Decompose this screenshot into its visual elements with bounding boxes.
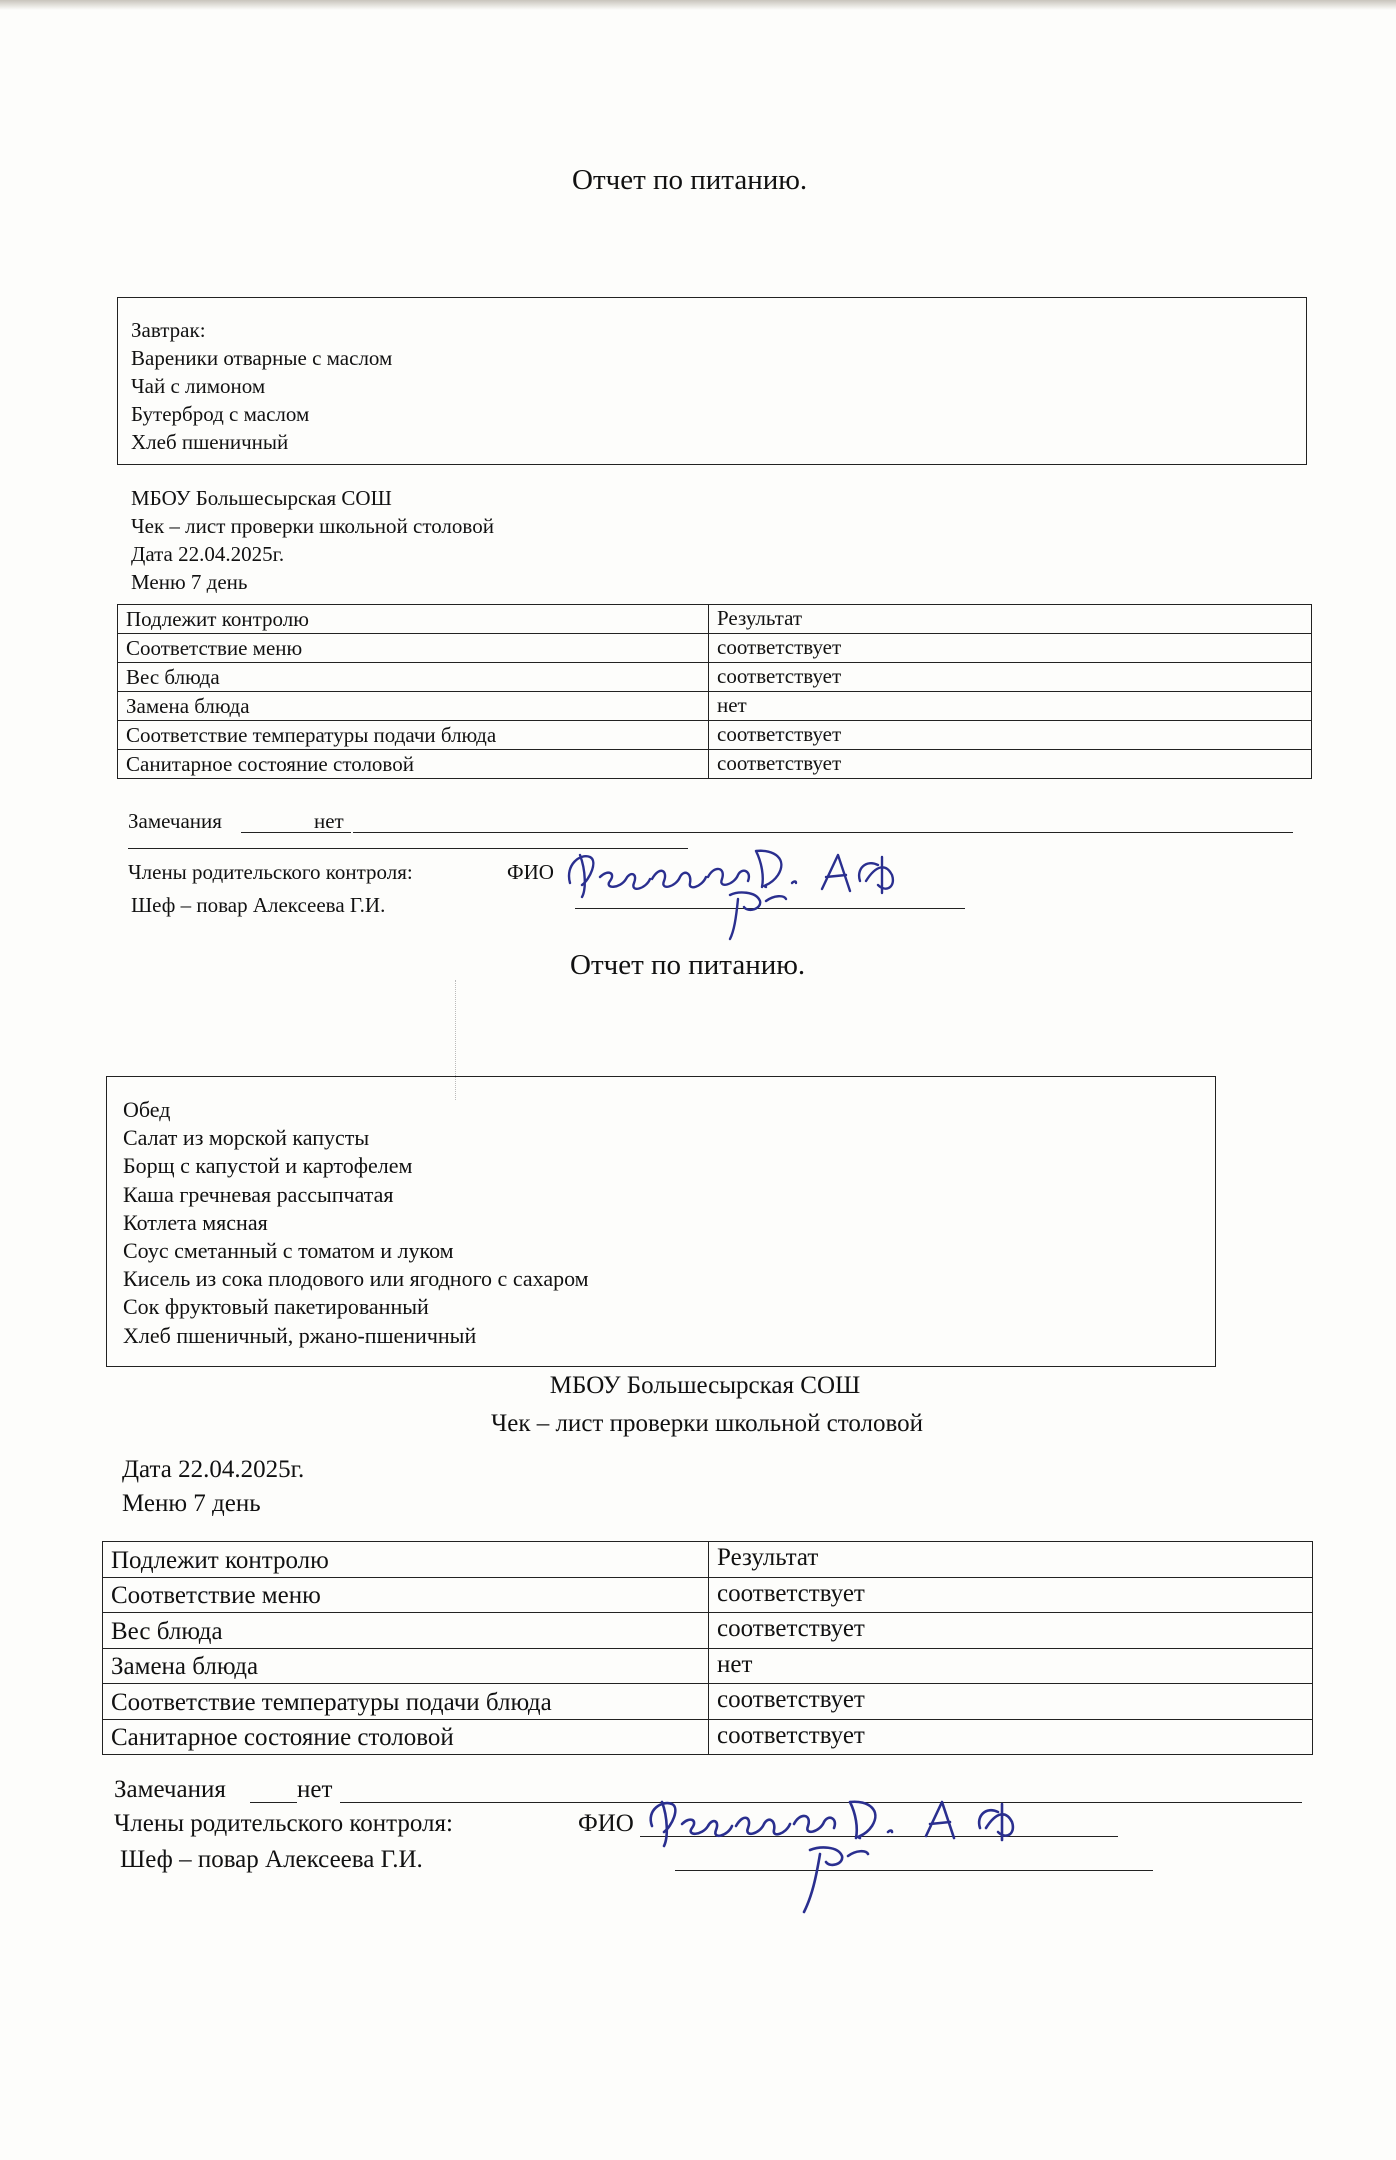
fio-label: ФИО — [578, 1810, 634, 1837]
table-header-row — [103, 1542, 1313, 1578]
breakfast-menu-list — [131, 316, 392, 456]
menu-item: Обед — [123, 1097, 171, 1122]
control-item: Санитарное состояние столовой — [118, 750, 709, 779]
menu-item: Салат из морской капусты — [123, 1125, 370, 1151]
table-header-row — [118, 605, 1312, 634]
remarks-underline — [250, 1802, 297, 1803]
header-cell: Результат — [709, 1542, 1313, 1578]
menu-item: Чай с лимоном — [131, 374, 266, 398]
table-row — [118, 663, 1312, 692]
menu-item: Котлета мясная — [123, 1209, 268, 1235]
check-date: Дата 22.04.2025г. — [131, 542, 285, 566]
control-result: соответствует — [709, 750, 1312, 779]
remarks-underline — [353, 832, 1293, 833]
menu-item: Борщ с капустой и картофелем — [123, 1153, 413, 1179]
menu-item: Завтрак: — [131, 318, 206, 342]
signature-image — [640, 1788, 1120, 1918]
menu-item: Бутерброд с маслом — [131, 402, 310, 426]
table-row — [103, 1648, 1313, 1684]
table-row — [118, 750, 1312, 779]
header-cell: Подлежит контролю — [103, 1542, 709, 1578]
remarks-label: Замечания — [114, 1776, 226, 1803]
control-item: Вес блюда — [118, 663, 709, 692]
menu-item: Вареники отварные с маслом — [131, 346, 393, 370]
parent-control-label: Члены родительского контроля: — [114, 1810, 453, 1837]
control-result: соответствует — [709, 634, 1312, 663]
menu-item: Кисель из сока плодового или ягодного с сахаром — [123, 1266, 589, 1292]
breakfast-menu-box — [117, 297, 1307, 465]
control-item: Замена блюда — [118, 692, 709, 721]
check-date: Дата 22.04.2025г. — [122, 1456, 305, 1483]
report-title-2: Отчет по питанию. — [570, 949, 806, 981]
control-table-2 — [102, 1541, 1313, 1755]
report-title-1: Отчет по питанию. — [572, 164, 808, 196]
remarks-label: Замечания — [128, 809, 222, 833]
control-item: Соответствие температуры подачи блюда — [118, 721, 709, 750]
chef-name: Шеф – повар Алексеева Г.И. — [131, 893, 386, 917]
header-cell: Подлежит контролю — [118, 605, 709, 634]
menu-item: Хлеб пшеничный — [131, 430, 289, 454]
menu-item: Соус сметанный с томатом и луком — [123, 1238, 454, 1264]
remarks-value: нет — [314, 809, 344, 833]
header-cell: Результат — [709, 605, 1312, 634]
school-name: МБОУ Большесырская СОШ — [549, 1372, 861, 1399]
menu-item: Хлеб пшеничный, ржано-пшеничный — [123, 1322, 477, 1348]
control-item: Замена блюда — [103, 1648, 709, 1684]
control-item: Вес блюда — [103, 1613, 709, 1649]
lunch-menu-list — [123, 1096, 589, 1350]
control-result: соответствует — [709, 1613, 1313, 1649]
signature-image — [560, 835, 980, 945]
checklist-title: Чек – лист проверки школьной столовой — [490, 1410, 924, 1437]
control-item: Соответствие меню — [118, 634, 709, 663]
control-result: соответствует — [709, 1719, 1313, 1755]
control-item: Санитарное состояние столовой — [103, 1719, 709, 1755]
control-result: соответствует — [709, 663, 1312, 692]
parent-control-label: Члены родительского контроля: — [128, 860, 413, 884]
menu-day: Меню 7 день — [122, 1490, 261, 1517]
menu-item: Каша гречневая рассыпчатая — [123, 1181, 394, 1207]
control-item: Соответствие меню — [103, 1577, 709, 1613]
table-row — [103, 1577, 1313, 1613]
table-row — [118, 721, 1312, 750]
control-item: Соответствие температуры подачи блюда — [103, 1684, 709, 1720]
control-table-1 — [117, 604, 1312, 779]
control-result: нет — [709, 1648, 1313, 1684]
remarks-value: нет — [297, 1776, 333, 1803]
control-result: соответствует — [709, 1577, 1313, 1613]
table-row — [118, 634, 1312, 663]
fio-label: ФИО — [507, 860, 554, 884]
control-result: соответствует — [709, 721, 1312, 750]
lunch-menu-box — [106, 1076, 1216, 1367]
school-name: МБОУ Большесырская СОШ — [131, 486, 392, 510]
menu-item: Сок фруктовый пакетированный — [123, 1294, 429, 1320]
table-row — [103, 1684, 1313, 1720]
menu-day: Меню 7 день — [131, 570, 248, 594]
chef-name: Шеф – повар Алексеева Г.И. — [120, 1846, 423, 1873]
table-row — [103, 1613, 1313, 1649]
header-block-1 — [131, 484, 494, 596]
control-result: соответствует — [709, 1684, 1313, 1720]
control-result: нет — [709, 692, 1312, 721]
checklist-title: Чек – лист проверки школьной столовой — [131, 514, 494, 538]
table-row — [118, 692, 1312, 721]
table-row — [103, 1719, 1313, 1755]
scan-top-edge — [0, 0, 1396, 10]
